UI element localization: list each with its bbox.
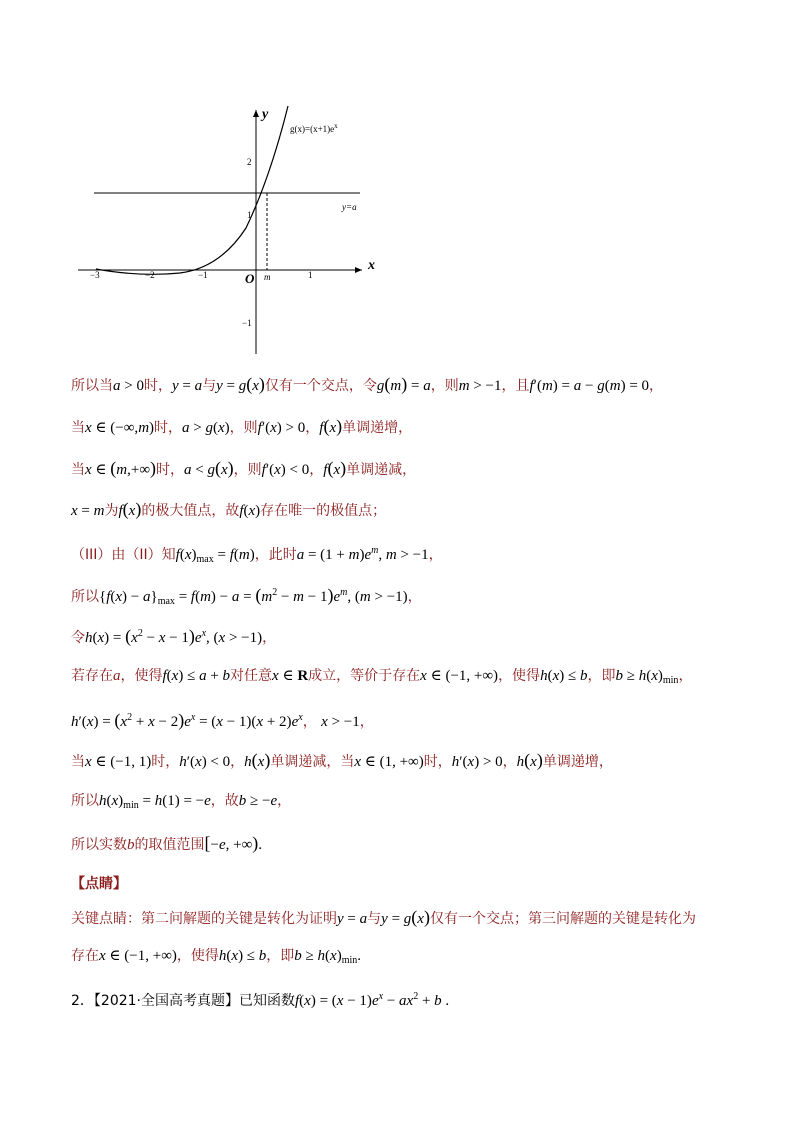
solution-line: 所以当a > 0时，y = a与y = g(x)仅有一个交点，令g(m) = a，则m > −1，且f′(m) = a − g(m) = 0， [71,374,664,394]
m-label: m [264,272,271,282]
y-tick-label: 1 [247,210,252,220]
curve-label: $g(x)=(x+1)e^x$ [290,122,338,134]
key-point-line: 存在x ∈ (−1, +∞)，使得h(x) ≤ b，即$b \ge h(x)_{min}$. [71,948,362,966]
solution-line: 若存在a，使得f(x) ≤ a + b对任意x ∈ R成立，等价于存在x ∈ (−1, +∞)，使得h(x) ≤ b，即$b \ge h(x)_{min}$， [71,668,693,686]
function-graph [70,98,390,358]
solution-line: 当x ∈ (−∞,m)时，a > g(x)，则f′(x) > 0，f(x)单调递增， [71,416,413,436]
y-tick-label: −1 [242,318,252,328]
question-line: 2．【2021·全国高考真题】已知函数$f(x) = (x - 1)e^x - ax^2 + b$ . [71,991,450,1009]
solution-line: 所以$\{f(x) - a\}_{max} = f(m) - a = (m^2 - m - 1)e^m$, (m > −1)， [71,585,422,607]
section-heading: 【点睛】 [71,876,127,892]
x-axis-label: x [368,258,375,273]
x-tick-label: −1 [198,270,208,280]
solution-line: $h'(x) = (x^2 + x - 2)e^x = (x - 1)(x + 2)e^x$， x > −1， [71,710,374,730]
key-point-line: 关键点睛：第二问解题的关键是转化为证明y = a与y = g(x)仅有一个交点；第三问解题的关键是转化为 [71,907,696,927]
solution-line: 所以实数b的取值范围[−e, +∞). [71,833,263,853]
y-tick-label: 2 [247,157,252,167]
solution-line: （III）由（II）知$f(x)_{max} = f(m)$，此时$a = (1 + m)e^m$, m > −1， [71,545,443,565]
solution-line: x = m为f(x)的极大值点，故f(x)存在唯一的极值点； [71,499,387,519]
solution-line: 令$h(x) = (x^2 - x - 1)e^x$, (x > −1)， [71,626,277,646]
solution-line: 当x ∈ (m,+∞)时，a < g(x)，则f′(x) < 0，f(x)单调递减， [71,458,417,478]
solution-line: 当x ∈ (−1, 1)时，h′(x) < 0，h(x)单调递减，当x ∈ (1, +∞)时，h′(x) > 0，h(x)单调递增， [71,750,613,770]
x-tick-label: −3 [90,270,100,280]
x-tick-label: −2 [145,270,155,280]
curve-g [96,106,288,274]
hline-label: y=a [342,202,357,212]
x-tick-label: 1 [308,270,313,280]
solution-line: 所以$h(x)_{min} = h(1) = -e$，故b ≥ −e， [71,793,292,811]
y-axis-label: y [262,107,269,122]
origin-label: O [245,271,255,286]
